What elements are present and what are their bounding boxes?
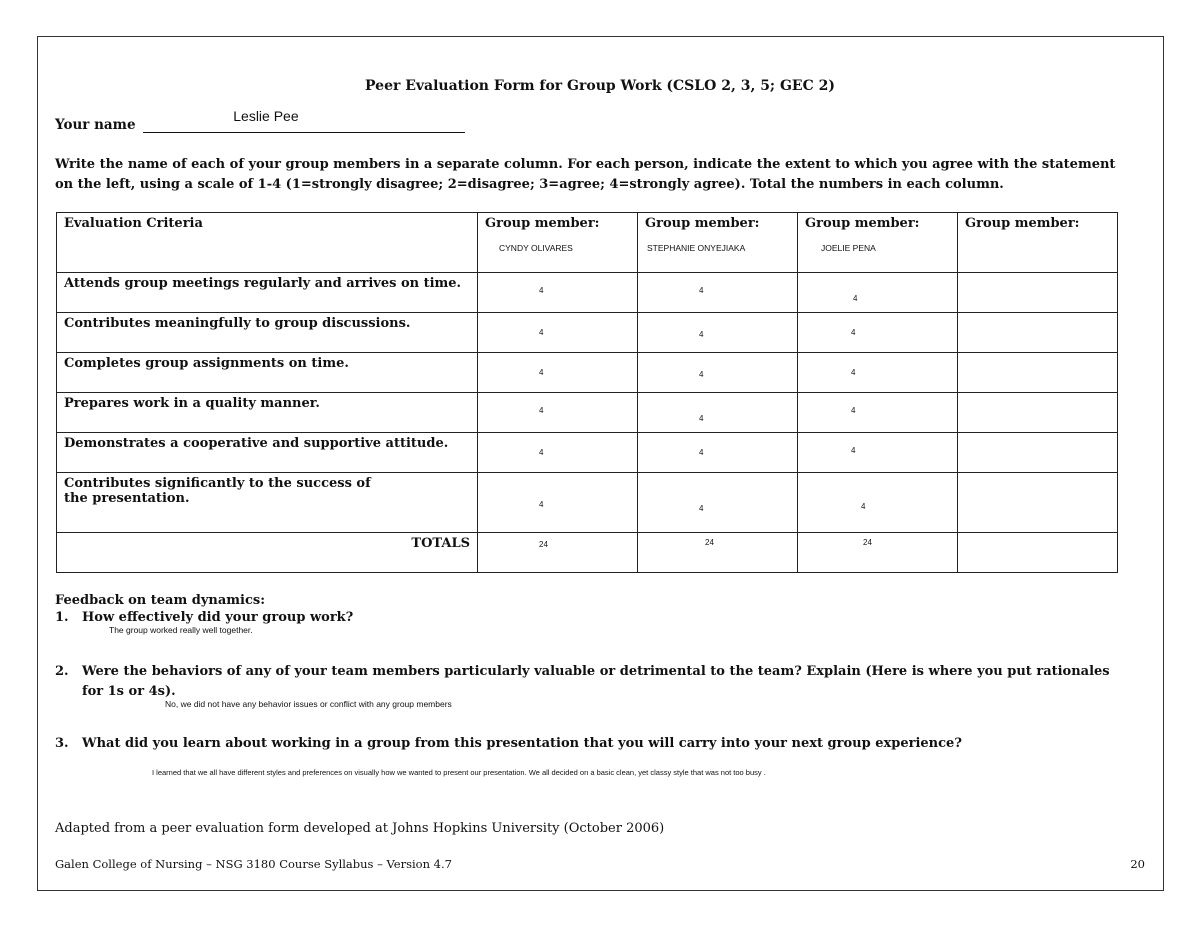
question-text: What did you learn about working in a group from this presentation that you will carry into your next group experience?: [82, 736, 962, 751]
score: 4: [851, 368, 856, 377]
question-number: 3.: [55, 736, 69, 751]
score: 4: [539, 406, 544, 415]
question-text: How effectively did your group work?: [82, 610, 354, 625]
score: 4: [539, 368, 544, 377]
score-cell[interactable]: [478, 473, 638, 533]
score: 4: [699, 504, 704, 513]
score-cell[interactable]: [478, 273, 638, 313]
criterion: [57, 473, 478, 533]
score: 4: [851, 328, 856, 337]
member-header-3: [798, 213, 958, 273]
score: 4: [539, 328, 544, 337]
question-number: 1.: [55, 610, 69, 625]
total: 24: [863, 538, 872, 547]
score-cell[interactable]: [958, 393, 1118, 433]
score-cell[interactable]: [958, 353, 1118, 393]
your-name-row: [55, 108, 465, 133]
score-cell[interactable]: [478, 433, 638, 473]
score: 4: [699, 286, 704, 295]
score: 4: [699, 330, 704, 339]
answer-3[interactable]: I learned that we all have different styles and preferences on visually how we wanted to present our presentation. We all decided on a basic clean, yet classy style that was not too busy .: [152, 768, 766, 777]
table-row: [57, 473, 1118, 533]
member-header-4: [958, 213, 1118, 273]
score-cell[interactable]: [798, 393, 958, 433]
total-cell[interactable]: [798, 533, 958, 573]
score-cell[interactable]: [478, 313, 638, 353]
score-cell[interactable]: [958, 273, 1118, 313]
score-cell[interactable]: [958, 433, 1118, 473]
feedback-section: [55, 593, 1135, 777]
score: 4: [861, 502, 866, 511]
score-cell[interactable]: [958, 473, 1118, 533]
criterion: Demonstrates a cooperative and supportive attitude.: [57, 433, 478, 473]
score-cell[interactable]: [798, 473, 958, 533]
score: 4: [851, 406, 856, 415]
feedback-title: Feedback on team dynamics:: [55, 593, 265, 608]
score: 4: [539, 448, 544, 457]
score-cell[interactable]: [798, 313, 958, 353]
score: 4: [539, 500, 544, 509]
score-cell[interactable]: [638, 273, 798, 313]
table-row: [57, 273, 1118, 313]
answer-1[interactable]: The group worked really well together.: [109, 625, 253, 635]
member-header-label: Group member:: [965, 216, 1080, 231]
total-cell[interactable]: [478, 533, 638, 573]
form-title: Peer Evaluation Form for Group Work (CSLO 2, 3, 5; GEC 2): [365, 78, 835, 94]
instructions: Write the name of each of your group members in a separate column. For each person, indicate the extent to which you agree with the statement on the left, using a scale of 1-4 (1=strongly disagree; 2=disagree; 3=agree; 4=strongly agree). Total the numbers in each column.: [55, 157, 1116, 192]
member-name-3[interactable]: JOELIE PENA: [821, 243, 876, 253]
total-cell[interactable]: [958, 533, 1118, 573]
your-name-value: Leslie Pee: [233, 108, 299, 124]
page-number: 20: [1130, 857, 1145, 871]
answer-2[interactable]: No, we did not have any behavior issues or conflict with any group members: [165, 699, 452, 709]
table-header-row: [57, 213, 1118, 273]
question-number: 2.: [55, 664, 69, 679]
table-row: [57, 393, 1118, 433]
total: 24: [705, 538, 714, 547]
question-3: [55, 734, 1135, 754]
member-name-1[interactable]: CYNDY OLIVARES: [499, 243, 573, 253]
score: 4: [851, 446, 856, 455]
criterion: Completes group assignments on time.: [57, 353, 478, 393]
table-row: [57, 433, 1118, 473]
your-name-label: Your name: [55, 117, 136, 133]
member-header-2: [638, 213, 798, 273]
member-name-2[interactable]: STEPHANIE ONYEJIAKA: [647, 243, 746, 253]
member-header-label: Group member:: [645, 216, 760, 231]
table-row: [57, 313, 1118, 353]
score-cell[interactable]: [638, 433, 798, 473]
criteria-header: Evaluation Criteria: [57, 213, 478, 273]
score-cell[interactable]: [798, 353, 958, 393]
your-name-field[interactable]: [143, 108, 465, 133]
member-header-label: Group member:: [485, 216, 600, 231]
score: 4: [853, 294, 858, 303]
totals-row: [57, 533, 1118, 573]
question-2: [55, 662, 1135, 702]
score-cell[interactable]: [958, 313, 1118, 353]
score: 4: [699, 448, 704, 457]
total: 24: [539, 540, 548, 549]
evaluation-table: [56, 212, 1118, 573]
page-footer: Galen College of Nursing – NSG 3180 Course Syllabus – Version 4.7: [55, 857, 452, 871]
criterion: Attends group meetings regularly and arrives on time.: [57, 273, 478, 313]
score-cell[interactable]: [638, 353, 798, 393]
score: 4: [699, 370, 704, 379]
score: 4: [699, 414, 704, 423]
score-cell[interactable]: [638, 313, 798, 353]
question-text: Were the behaviors of any of your team members particularly valuable or detrimental to the team? Explain (Here is where you put rationales for 1s or 4s).: [82, 664, 1110, 699]
member-header-1: [478, 213, 638, 273]
totals-label: TOTALS: [57, 533, 478, 573]
criterion-text: Contributes significantly to the success of the presentation.: [64, 476, 371, 506]
total-cell[interactable]: [638, 533, 798, 573]
table-row: [57, 353, 1118, 393]
score: 4: [539, 286, 544, 295]
adapted-note: Adapted from a peer evaluation form developed at Johns Hopkins University (October 2006): [55, 821, 665, 836]
criterion: Contributes meaningfully to group discussions.: [57, 313, 478, 353]
score-cell[interactable]: [638, 473, 798, 533]
score-cell[interactable]: [638, 393, 798, 433]
score-cell[interactable]: [478, 393, 638, 433]
score-cell[interactable]: [478, 353, 638, 393]
score-cell[interactable]: [798, 433, 958, 473]
criterion: Prepares work in a quality manner.: [57, 393, 478, 433]
member-header-label: Group member:: [805, 216, 920, 231]
score-cell[interactable]: [798, 273, 958, 313]
